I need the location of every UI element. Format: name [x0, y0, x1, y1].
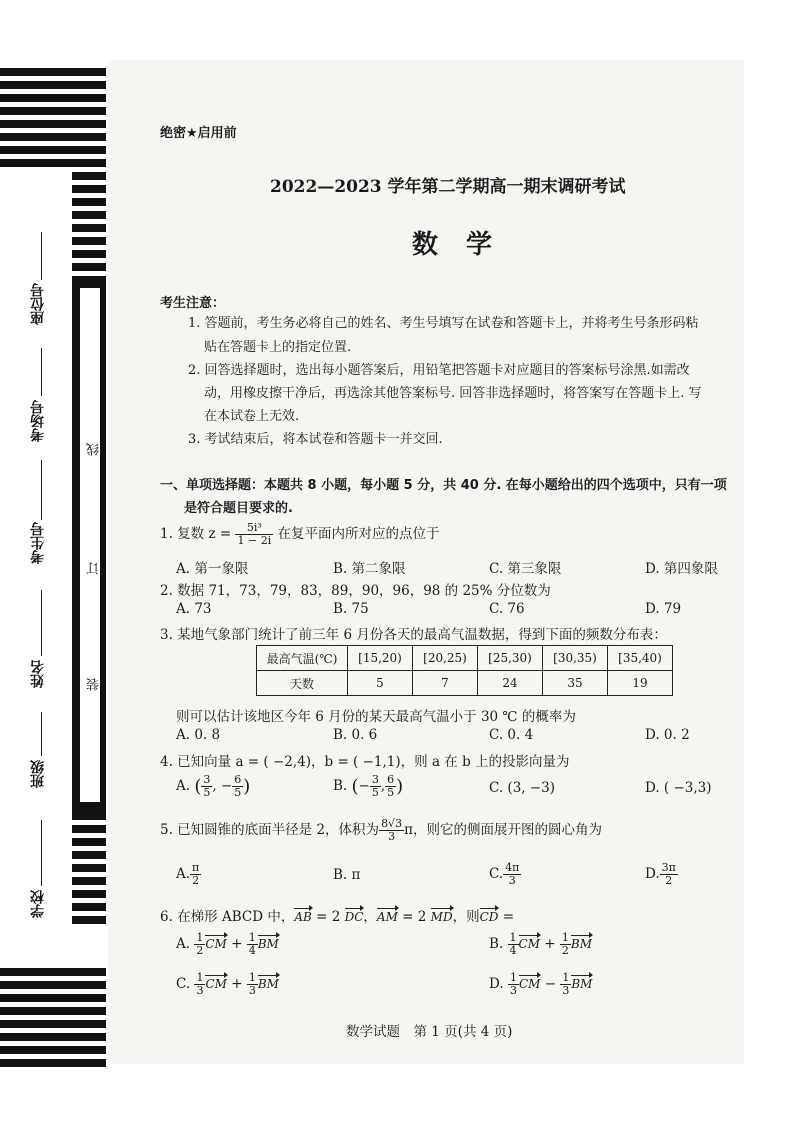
- question-4-option-d: D. ( −3,3): [645, 780, 712, 796]
- notice-item-2-line-1: 2. 回答选择题时，选出每小题答案后，用铅笔把答题卡对应题目的答案标号涂黑.如需改: [188, 363, 690, 378]
- table-header-cell: [15,20): [348, 646, 413, 671]
- question-1-fraction: $\frac{\text{5i³}}{1 - 2i}$: [237, 521, 272, 547]
- question-6-stem: 6. 在梯形 ABCD 中，AB = 2 DC，AM = 2 MD，则CD =: [160, 909, 515, 925]
- question-1-option-c: C. 第三象限: [489, 561, 562, 577]
- question-3-option-a: A. 0. 8: [176, 727, 221, 743]
- table-header-cell: [25,30): [478, 646, 543, 671]
- question-6-option-b: B. $\frac{1}{4}$ CM + $\frac{1}{2}$ BM: [489, 931, 592, 957]
- room-number-label: 考场号: [30, 400, 46, 442]
- table-header-cell: 最高气温(℃): [257, 646, 348, 671]
- table-cell: 24: [478, 671, 543, 696]
- binding-stripes-middle: [72, 172, 106, 278]
- name-blank: [41, 590, 42, 656]
- question-5-stem: 5. 已知圆锥的底面半径是 2，体积为 $\frac{8√3}{3}$ π，则它的侧面展开图的圆心角为: [160, 817, 602, 843]
- bind-mark-staple: 订: [87, 562, 102, 575]
- section-1-line-2: 是符合题目要求的.: [184, 501, 293, 516]
- table-row: [257, 646, 673, 671]
- section-1-line-1: 一、单项选择题：本题共 8 小题，每小题 5 分，共 40 分. 在每小题给出的四个选项中，只有一项: [160, 478, 727, 493]
- question-2-stem: 2. 数据 71，73，79，83，89，90，96，98 的 25% 分位数为: [160, 583, 551, 599]
- question-2-option-b: B. 75: [333, 601, 369, 617]
- notice-item-3: 3. 考试结束后，将本试卷和答题卡一并交回.: [188, 432, 443, 447]
- bind-mark-bind: 装: [87, 678, 102, 691]
- table-cell: 19: [608, 671, 673, 696]
- table-cell: 5: [348, 671, 413, 696]
- question-3-stem: 3. 某地气象部门统计了前三年 6 月份各天的最高气温数据，得到下面的频数分布表：: [160, 627, 667, 643]
- question-2-option-a: A. 73: [176, 601, 212, 617]
- notice-item-2-line-2: 动，用橡皮擦干净后，再选涂其他答案标号. 回答非选择题时，将答案写在答题卡上. 写: [204, 386, 702, 401]
- question-6-option-a: A. $\frac{1}{2}$ CM + $\frac{1}{4}$ BM: [176, 931, 279, 957]
- page-footer: 数学试题 第 1 页(共 4 页): [346, 1024, 513, 1040]
- question-1-option-a: A. 第一象限: [176, 561, 249, 577]
- school-label: 学校: [30, 890, 46, 918]
- seat-number-blank: [41, 232, 42, 280]
- frequency-table: [256, 645, 673, 696]
- class-label: 班级: [30, 760, 46, 788]
- table-header-cell: [35,40): [608, 646, 673, 671]
- notice-item-1-line-1: 1. 答题前，考生务必将自己的姓名、考生号填写在试卷和答题卡上，并将考生号条形码粘: [188, 316, 699, 331]
- binding-stripes-top: [0, 68, 106, 172]
- question-5-option-d: D. $\frac{3\pi}{2}$: [645, 861, 676, 887]
- question-4-option-b: B. (− $\frac{3}{5}$ , $\frac{6}{5}$ ): [333, 773, 404, 799]
- subject-title: 数学: [412, 230, 521, 260]
- question-5-option-b: B. π: [333, 867, 361, 883]
- question-1-option-b: B. 第二象限: [333, 561, 406, 577]
- question-3-question: 则可以估计该地区今年 6 月份的某天最高气温小于 30 ℃ 的概率为: [176, 709, 576, 725]
- student-number-label: 考生号: [30, 522, 46, 564]
- name-label: 姓名: [30, 660, 46, 688]
- table-cell: 天数: [257, 671, 348, 696]
- secret-mark: 绝密★启用前: [160, 126, 237, 141]
- binding-gap: [80, 288, 100, 802]
- exam-title: 2022—2023 学年第二学期高一期末调研考试: [270, 177, 626, 197]
- question-4-option-a: A. ( $\frac{3}{5}$ , − $\frac{6}{5}$ ): [176, 773, 251, 799]
- question-1-stem: [160, 522, 440, 547]
- question-4-stem: 4. 已知向量 a = ( −2,4)，b = ( −1,1)，则 a 在 b 上的投影向量为: [160, 754, 570, 770]
- question-3-option-b: B. 0. 6: [333, 727, 378, 743]
- question-1-option-d: D. 第四象限: [645, 561, 718, 577]
- table-header-cell: [30,35): [543, 646, 608, 671]
- question-5-option-a: A. $\frac{\pi}{2}$: [176, 861, 200, 887]
- binding-stripes-lower: [72, 812, 106, 928]
- question-2-option-c: C. 76: [489, 601, 525, 617]
- question-1-suffix: 在复平面内所对应的点位于: [277, 526, 440, 542]
- notice-item-2-line-3: 在本试卷上无效.: [204, 409, 300, 424]
- class-blank: [41, 712, 42, 756]
- seat-number-label: 座位号: [30, 283, 46, 325]
- notice-heading: 考生注意：: [160, 296, 226, 311]
- question-4-option-c: C. (3, −3): [489, 780, 556, 796]
- question-1-prefix: 1. 复数 z =: [160, 526, 232, 542]
- question-3-option-c: C. 0. 4: [489, 727, 534, 743]
- question-6-option-c: C. $\frac{1}{3}$ CM + $\frac{1}{3}$ BM: [176, 971, 279, 997]
- school-blank: [41, 820, 42, 886]
- bind-mark-line: 线: [87, 443, 102, 456]
- student-number-blank: [41, 460, 42, 520]
- table-cell: 7: [413, 671, 478, 696]
- table-cell: 35: [543, 671, 608, 696]
- question-3-option-d: D. 0. 2: [645, 727, 690, 743]
- binding-stripes-bottom: [0, 968, 106, 1072]
- question-2-option-d: D. 79: [645, 601, 682, 617]
- table-row: [257, 671, 673, 696]
- room-number-blank: [41, 348, 42, 396]
- question-5-option-c: C. $\frac{4\pi}{3}$: [489, 861, 520, 887]
- table-header-cell: [20,25): [413, 646, 478, 671]
- question-6-option-d: D. $\frac{1}{3}$ CM − $\frac{1}{3}$ BM: [489, 971, 593, 997]
- notice-item-1-line-2: 贴在答题卡上的指定位置.: [204, 340, 352, 355]
